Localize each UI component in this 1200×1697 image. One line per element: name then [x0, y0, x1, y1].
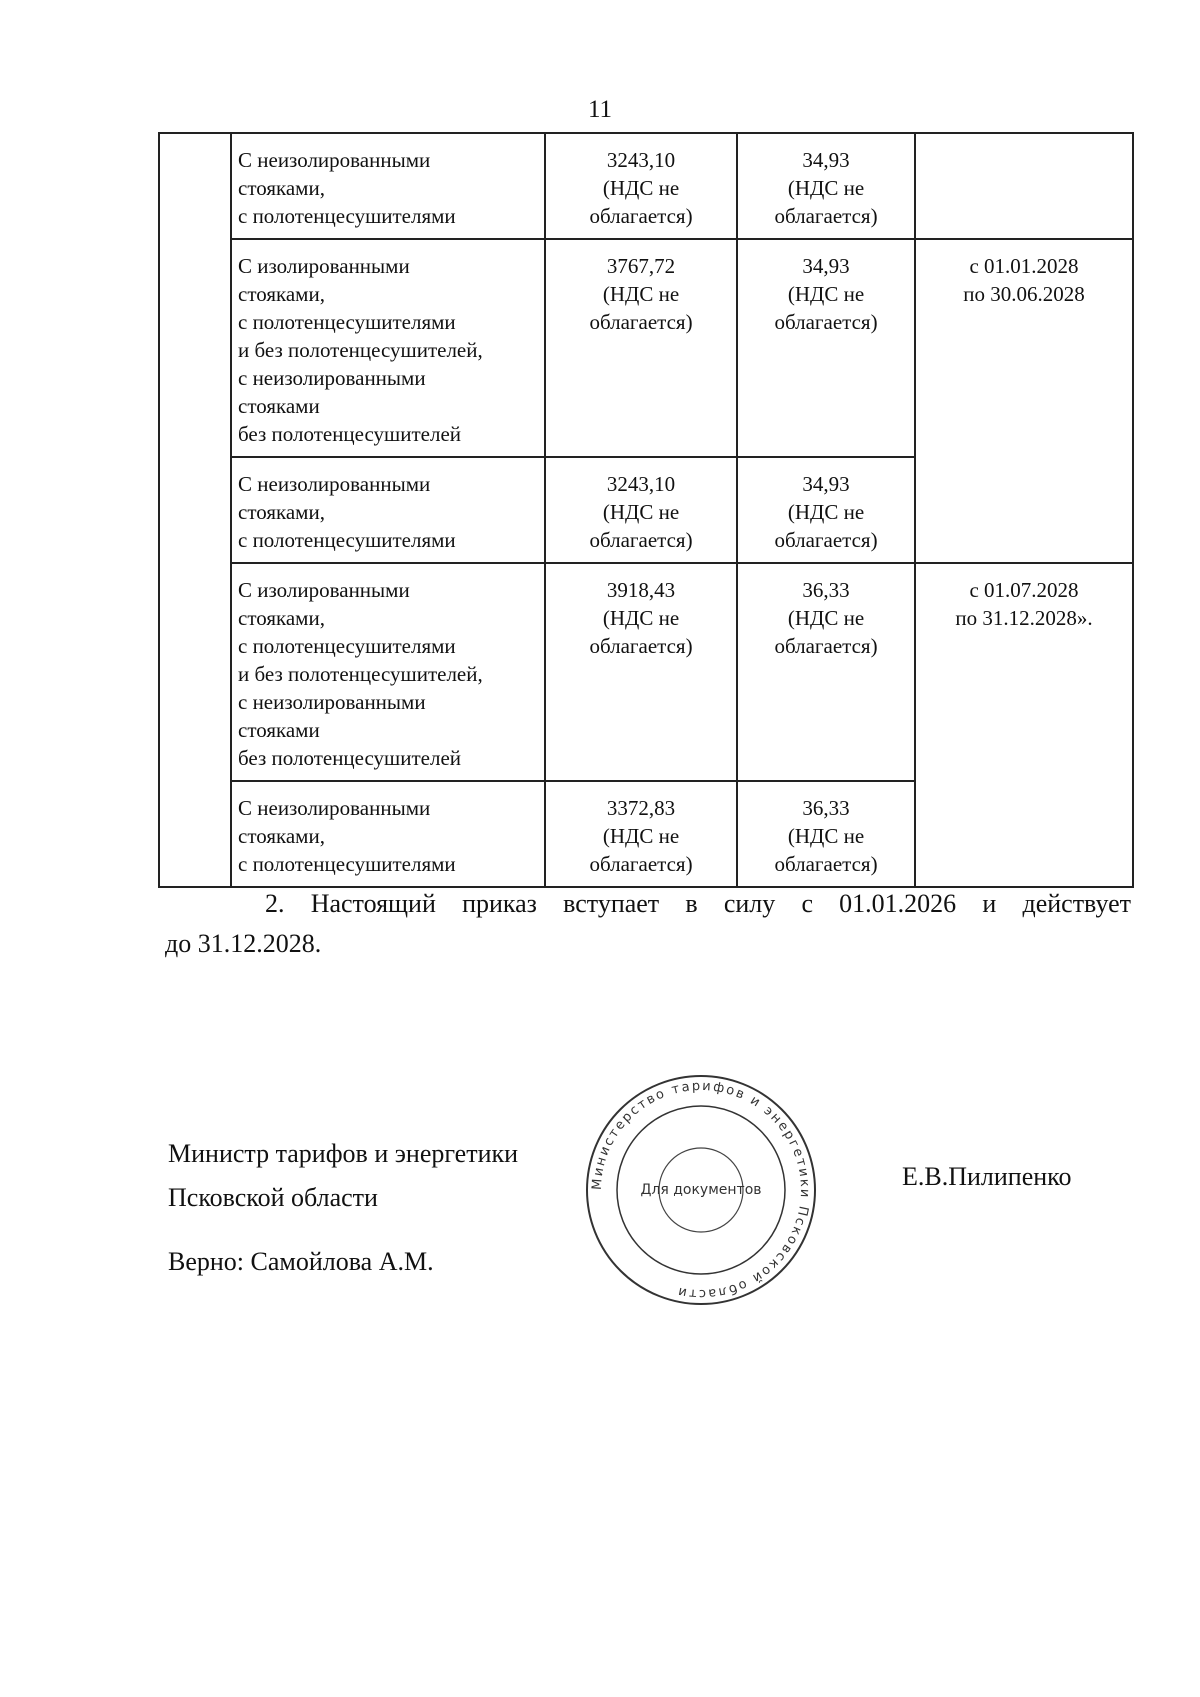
tariff-value-cell: 36,33 (НДС не облагается) — [737, 781, 915, 887]
tariff-value-cell: 34,93 (НДС не облагается) — [737, 457, 915, 563]
certified-copy-line: Верно: Самойлова А.М. — [168, 1247, 434, 1276]
category-cell: С изолированными стояками, с полотенцесушителями и без полотенцесушителей, с неизолированными стояками без полотенцесушителей — [231, 239, 545, 457]
period-cell: с 01.07.2028 по 31.12.2028». — [915, 563, 1133, 887]
effective-date-paragraph-end: до 31.12.2028. — [165, 929, 322, 958]
tariff-value-cell: 3767,72 (НДС не облагается) — [545, 239, 737, 457]
page-number: 11 — [587, 96, 613, 123]
tariff-value-cell: 3243,10 (НДС не облагается) — [545, 133, 737, 239]
tariff-value-cell: 34,93 (НДС не облагается) — [737, 239, 915, 457]
category-cell: С изолированными стояками, с полотенцесушителями и без полотенцесушителей, с неизолированными стояками без полотенцесушителей — [231, 563, 545, 781]
stamp-outer-text: Министерство тарифов и энергетики Псковской области — [589, 1078, 813, 1302]
table-row — [159, 239, 1133, 457]
category-cell: С неизолированными стояками, с полотенцесушителями — [231, 457, 545, 563]
table-row — [159, 133, 1133, 239]
signatory-title — [168, 1132, 518, 1220]
tariff-value-cell: 3372,83 (НДС не облагается) — [545, 781, 737, 887]
empty-number-cell — [159, 133, 231, 887]
tariff-value-cell: 34,93 (НДС не облагается) — [737, 133, 915, 239]
effective-date-paragraph: 2. Настоящий приказ вступает в силу с 01.01.2026 и действует — [265, 889, 1131, 918]
signatory-title-line: Псковской области — [168, 1183, 378, 1212]
official-stamp — [583, 1072, 819, 1308]
tariff-table — [158, 132, 1134, 888]
table-row — [159, 563, 1133, 781]
tariff-value-cell: 3918,43 (НДС не облагается) — [545, 563, 737, 781]
category-cell: С неизолированными стояками, с полотенцесушителями — [231, 781, 545, 887]
empty-period-cell — [915, 133, 1133, 239]
tariff-value-cell: 3243,10 (НДС не облагается) — [545, 457, 737, 563]
stamp-inner-text: Для документов — [640, 1182, 762, 1198]
period-cell: с 01.01.2028 по 30.06.2028 — [915, 239, 1133, 563]
signatory-name: Е.В.Пилипенко — [902, 1162, 1072, 1191]
category-cell: С неизолированными стояками, с полотенцесушителями — [231, 133, 545, 239]
tariff-value-cell: 36,33 (НДС не облагается) — [737, 563, 915, 781]
signatory-title-line: Министр тарифов и энергетики — [168, 1139, 519, 1168]
